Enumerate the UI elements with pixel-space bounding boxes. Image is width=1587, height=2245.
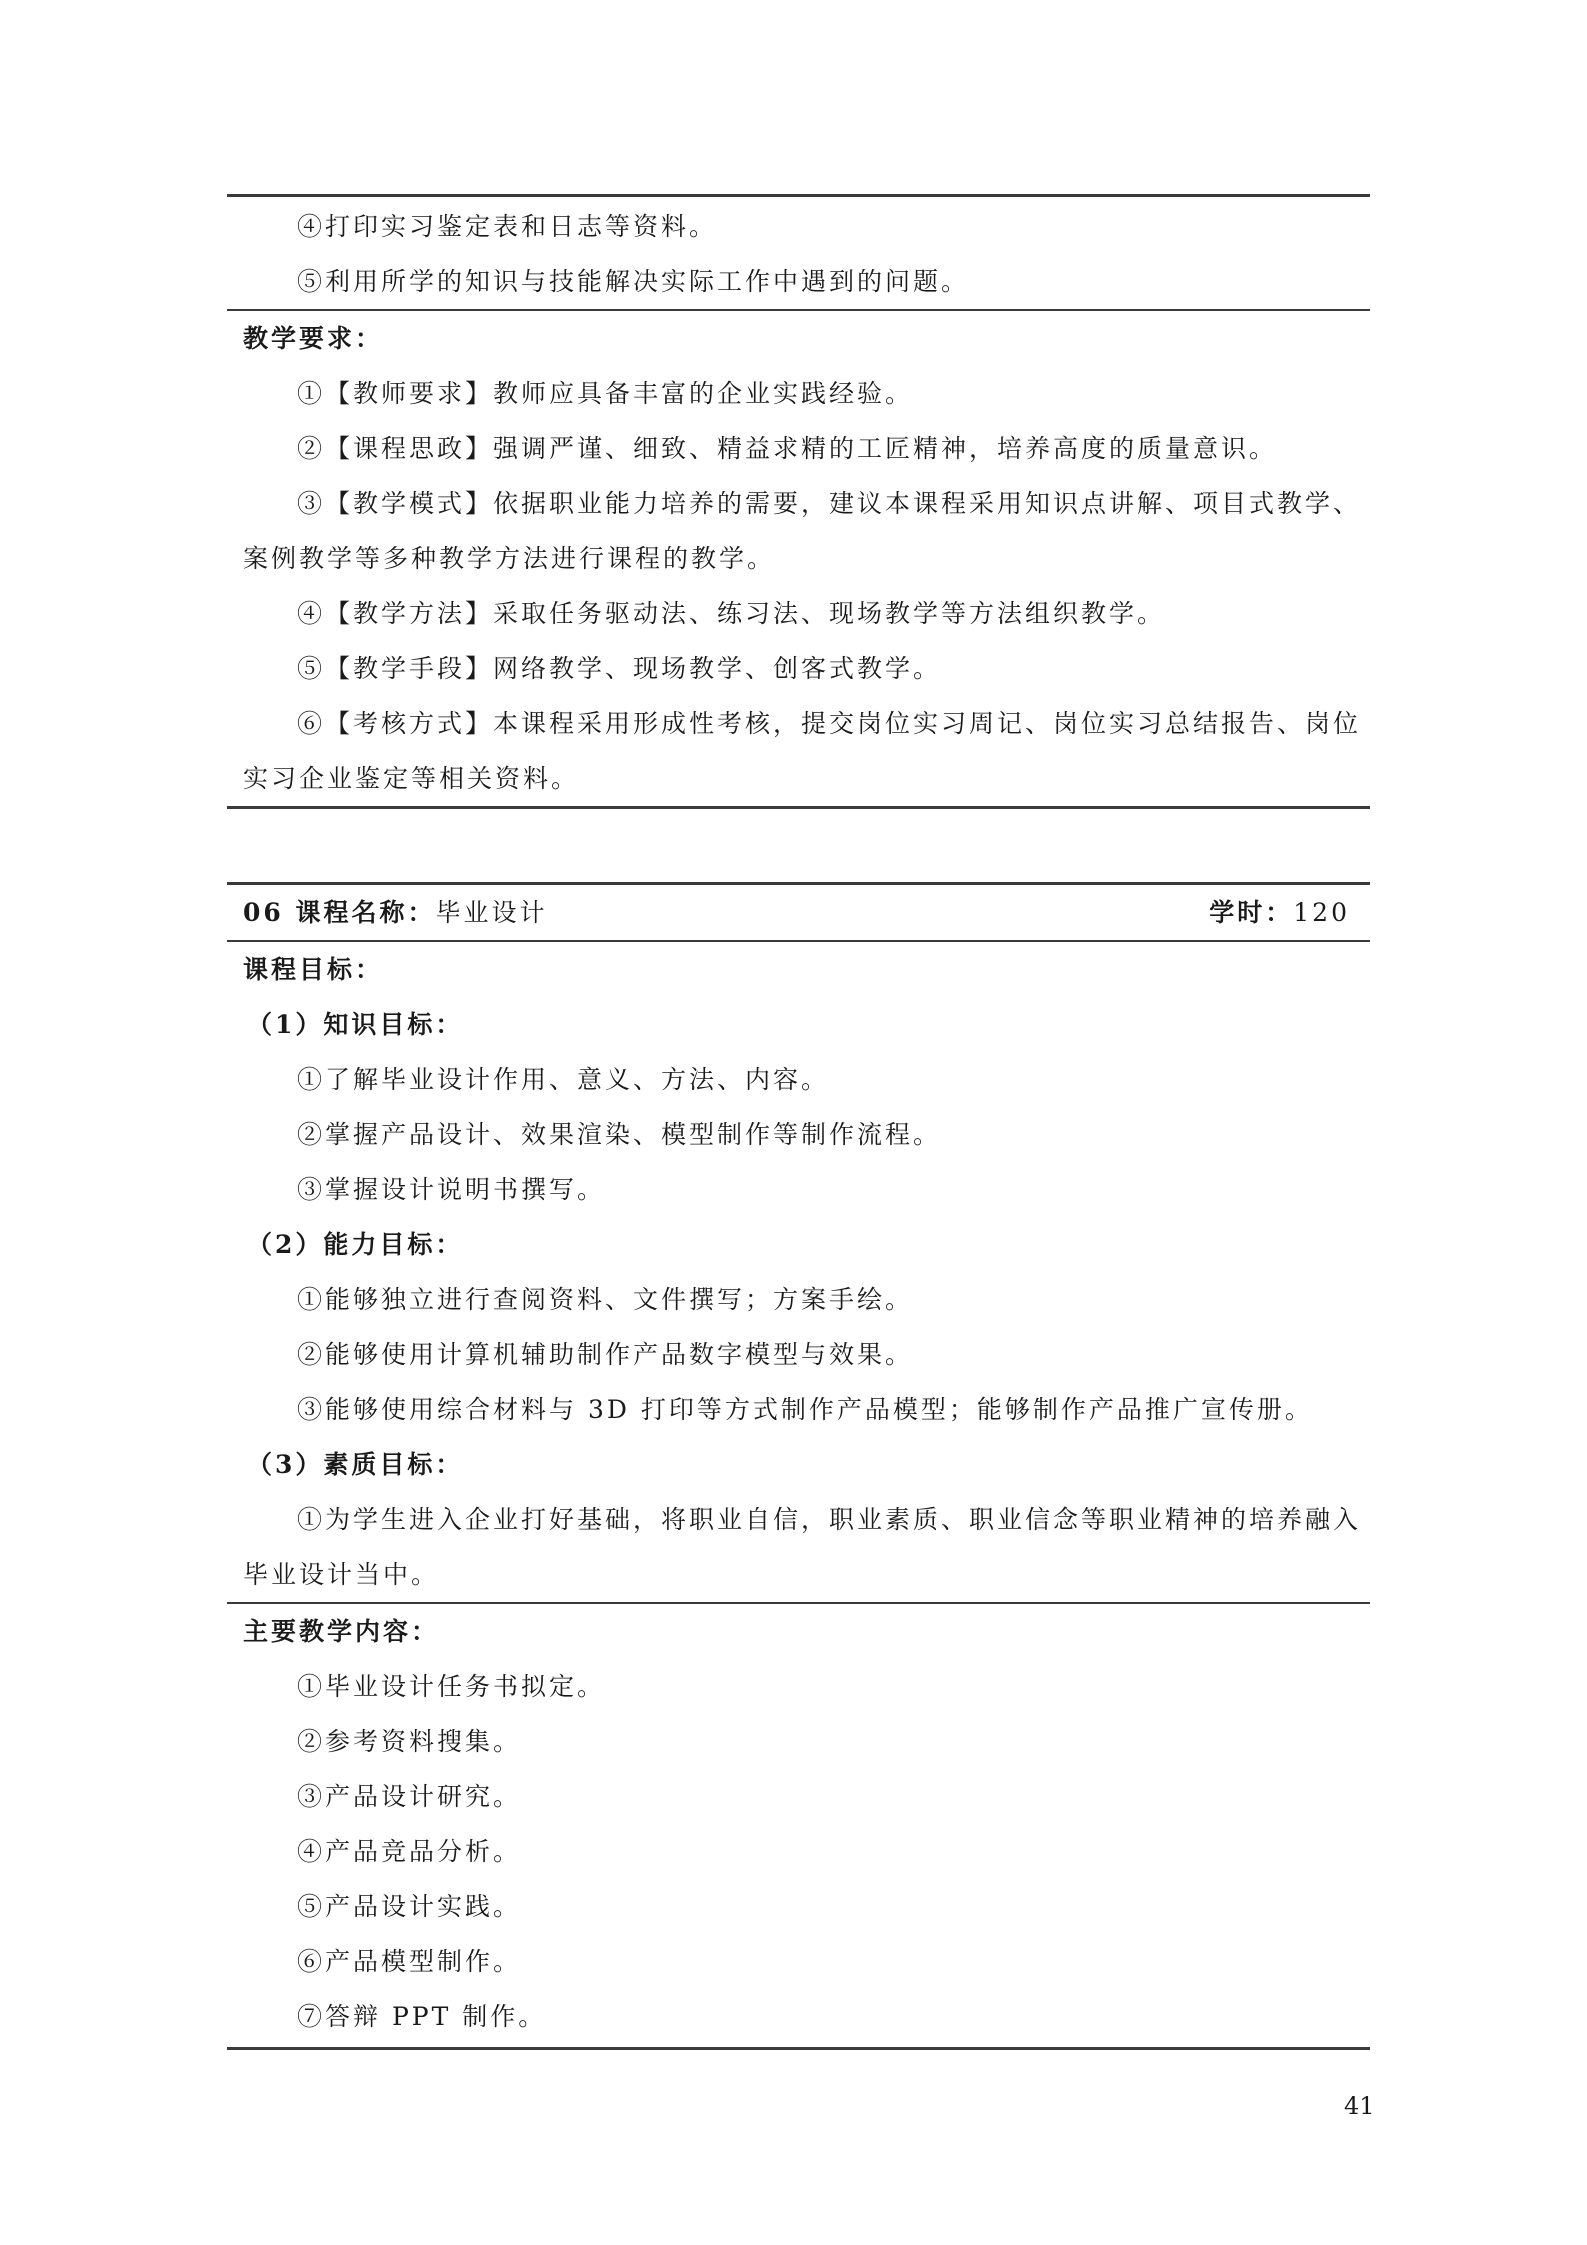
list-item-continuation: 案例教学等多种教学方法进行课程的教学。 [243,544,776,573]
course-table [227,882,1370,2050]
list-item-continuation: 毕业设计当中。 [243,1560,440,1589]
subheading-quality-goals: （3）素质目标： [247,1450,464,1479]
course-name: 毕业设计 [435,898,548,927]
table-bottom-rule [227,806,1370,809]
table-top-rule [227,194,1370,197]
list-item: ④打印实习鉴定表和日志等资料。 [297,212,718,241]
list-item: ①为学生进入企业打好基础，将职业自信，职业素质、职业信念等职业精神的培养融入 [297,1505,1362,1534]
list-item-continuation: 实习企业鉴定等相关资料。 [243,764,580,793]
list-item: ④产品竞品分析。 [297,1837,522,1866]
previous-course-table [227,194,1370,809]
list-item: ③能够使用综合材料与 3D 打印等方式制作产品模型；能够制作产品推广宣传册。 [297,1395,1313,1424]
list-item: ⑥产品模型制作。 [297,1947,522,1976]
subheading-knowledge-goals: （1）知识目标： [247,1010,464,1039]
list-item: ③产品设计研究。 [297,1782,522,1811]
list-item: ②能够使用计算机辅助制作产品数字模型与效果。 [297,1340,914,1369]
course-hours: 120 [1293,898,1350,927]
list-item: ①毕业设计任务书拟定。 [297,1672,606,1701]
list-item: ⑤利用所学的知识与技能解决实际工作中遇到的问题。 [297,267,970,296]
list-item: ③【教学模式】依据职业能力培养的需要，建议本课程采用知识点讲解、项目式教学、 [297,489,1362,518]
subheading-ability-goals: （2）能力目标： [247,1230,464,1259]
table-bottom-rule [227,2047,1370,2050]
list-item: ①【教师要求】教师应具备丰富的企业实践经验。 [297,379,914,408]
section-heading-teaching-requirements: 教学要求： [243,324,384,353]
list-item: ②参考资料搜集。 [297,1727,522,1756]
list-item: ①了解毕业设计作用、意义、方法、内容。 [297,1065,830,1094]
list-item: ③掌握设计说明书撰写。 [297,1175,606,1204]
course-hours-cell [1209,885,1350,940]
list-item: ⑤【教学手段】网络教学、现场教学、创客式教学。 [297,654,942,683]
list-item: ②【课程思政】强调严谨、细致、精益求精的工匠精神，培养高度的质量意识。 [297,434,1278,463]
list-item: ⑥【考核方式】本课程采用形成性考核，提交岗位实习周记、岗位实习总结报告、岗位 [297,709,1362,738]
section-heading-course-goals: 课程目标： [243,955,384,984]
course-name-label: 06 课程名称： [243,898,436,927]
page-number: 41 [1344,2092,1375,2120]
list-item: ⑦答辩 PPT 制作。 [297,2002,547,2031]
course-header-row [227,885,1370,940]
section-heading-main-content: 主要教学内容： [243,1617,440,1646]
list-item: ①能够独立进行查阅资料、文件撰写；方案手绘。 [297,1285,914,1314]
list-item: ②掌握产品设计、效果渲染、模型制作等制作流程。 [297,1120,942,1149]
course-name-cell [243,885,548,940]
list-item: ④【教学方法】采取任务驱动法、练习法、现场教学等方法组织教学。 [297,599,1166,628]
course-hours-label: 学时： [1209,898,1294,927]
list-item: ⑤产品设计实践。 [297,1892,522,1921]
